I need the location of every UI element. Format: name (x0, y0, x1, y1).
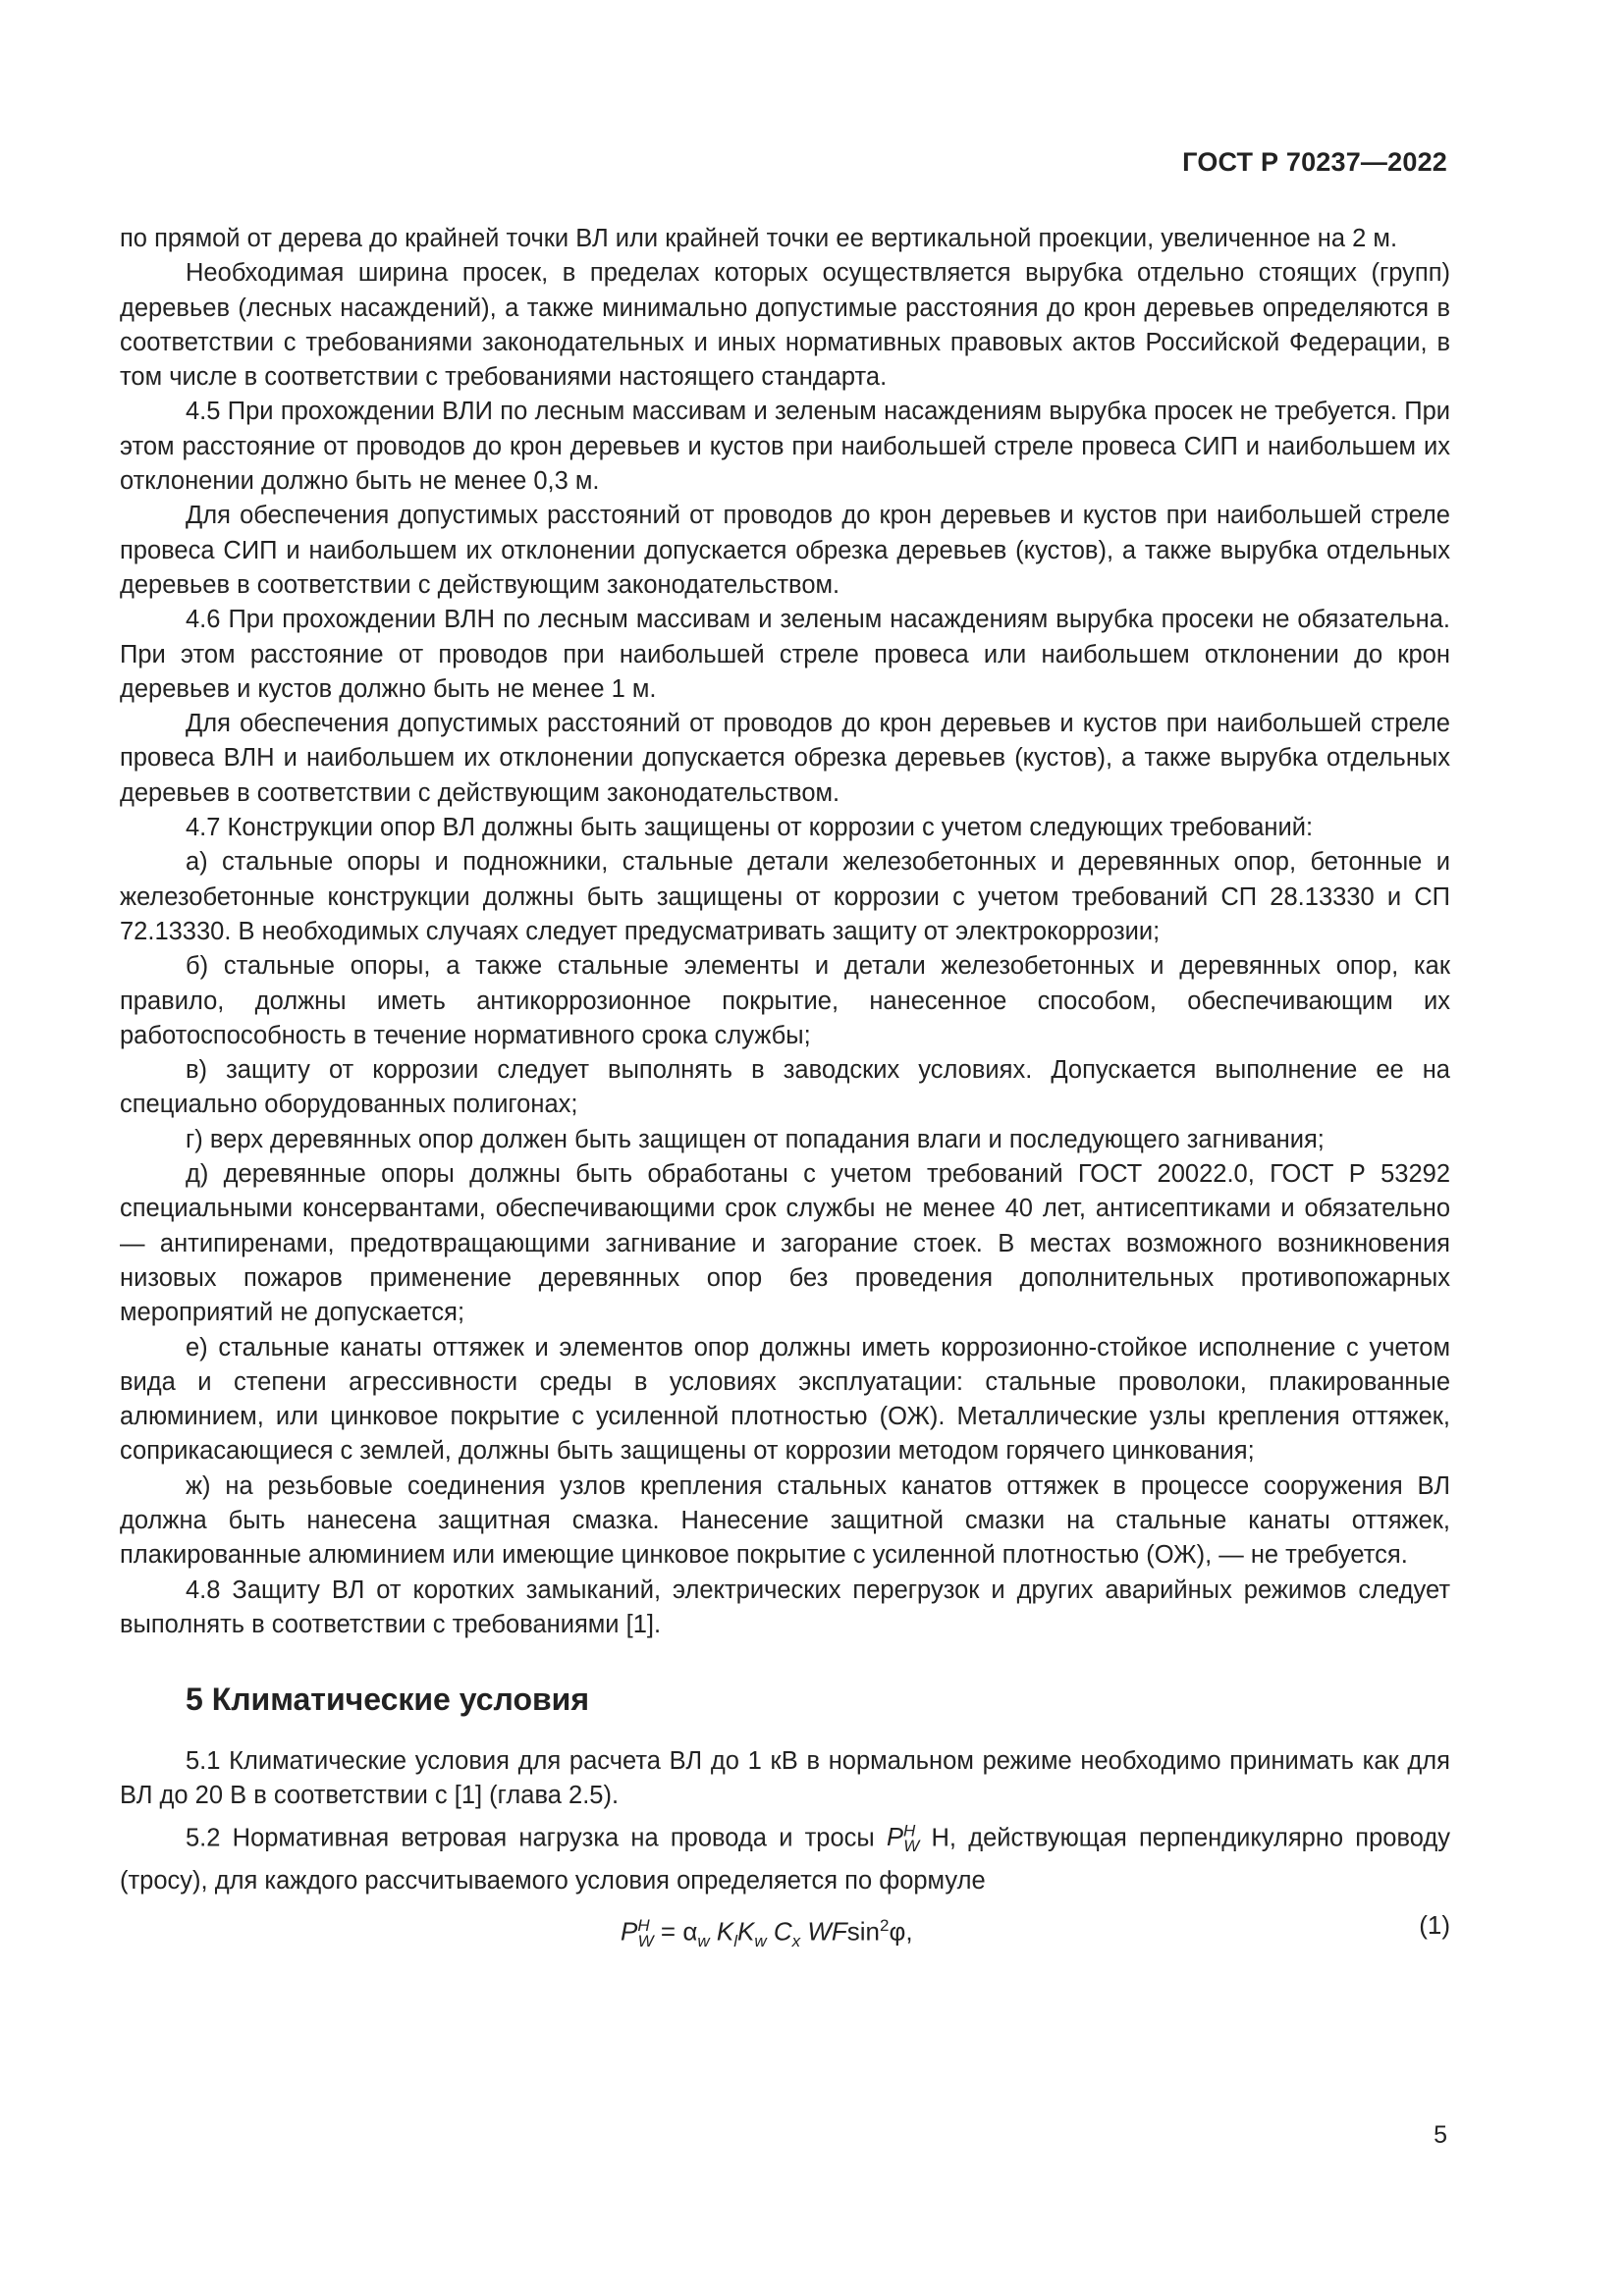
body-text (120, 222, 1450, 1953)
standard-designation: ГОСТ Р 70237—2022 (1182, 147, 1447, 177)
list-item-d: д) деревянные опоры должны быть обработаны с учетом требований ГОСТ 20022.0, ГОСТ Р 53292 специальными консервантами, обеспечивающими срок службы не менее 40 лет, антисептиками и обязательно — антипиренами, предотвращающими загнивание и загорание стоек. В местах возможного возникновения низовых пожаров применение деревянных опор без проведения дополнительных противопожарных мероприятий не допускается; (120, 1160, 1450, 1327)
formula-number: (1) (1419, 1909, 1450, 1940)
clause-5-2 (120, 1814, 1450, 1898)
list-item-zh: ж) на резьбовые соединения узлов крепления стальных канатов оттяжек в процессе сооружения ВЛ должна быть нанесена защитная смазка. Нанесение защитной смазки на стальные канаты оттяжек, плакированные алюминием или имеющие цинковое покрытие с усиленной плотностью (ОЖ), — не требуется. (120, 1471, 1450, 1570)
formula-row (120, 1906, 1450, 1953)
wind-load-symbol: $P^H_W$ (886, 1821, 920, 1856)
list-item-a: а) стальные опоры и подножники, стальные детали железобетонных и деревянных опор, бетонные и железобетонные конструкции должны быть защищены от коррозии с учетом требований СП 28.13330 и СП 72.13330. В необходимых случаях следует предусматривать защиту от электрокоррозии; (120, 848, 1450, 945)
list-item-e: е) стальные канаты оттяжек и элементов опор должны иметь коррозионно-стойкое исполнение с учетом вида и степени агрессивности среды в условиях эксплуатации: стальные проволоки, плакированные алюминием, или цинковое покрытие с усиленной плотностью (ОЖ). Металлические узлы крепления оттяжек, соприкасающиеся с землей, должны быть защищены от коррозии методом горячего цинкования; (120, 1333, 1450, 1466)
clause-4-8: 4.8 Защиту ВЛ от коротких замыканий, электрических перегрузок и других аварийных режимов следует выполнять в соответствии с требованиями [1]. (120, 1575, 1450, 1638)
clause-5-1: 5.1 Климатические условия для расчета ВЛ до 1 кВ в нормальном режиме необходимо принимать как для ВЛ до 20 В в соответствии с [1] (глава 2.5). (120, 1747, 1450, 1810)
list-item-b: б) стальные опоры, а также стальные элементы и детали железобетонных и деревянных опор, как правило, должны иметь антикоррозионное покрытие, нанесенное способом, обеспечивающим их работоспособность в течение нормативного срока службы; (120, 952, 1450, 1049)
clause-4-5: 4.5 При прохождении ВЛИ по лесным массивам и зеленым насаждениям вырубка просек не требуется. При этом расстояние от проводов до крон деревьев и кустов при наибольшей стреле провеса СИП и наибольшем их отклонении должно быть не менее 0,3 м. (120, 398, 1450, 496)
page-number: 5 (1434, 2121, 1447, 2149)
clause-5-2-lead: 5.2 Нормативная ветровая нагрузка на провода и тросы (186, 1824, 887, 1852)
paragraph-clearing-width: Необходимая ширина просек, в пределах которых осуществляется вырубка отдельно стоящих (групп) деревьев (лесных насаждений), а также минимально допустимые расстояния до крон деревьев определяются в соответствии с требованиями законодательных и иных нормативных правовых актов Российской Федерации, в том числе в соответствии с требованиями настоящего стандарта. (120, 259, 1450, 392)
clause-4-5-trimming: Для обеспечения допустимых расстояний от проводов до крон деревьев и кустов при наибольшей стреле провеса СИП и наибольшем их отклонении допускается обрезка деревьев (кустов), а также вырубка отдельных деревьев в соответствии с действующим законодательством. (120, 502, 1450, 599)
section-heading: 5 Климатические условия (186, 1682, 589, 1718)
wind-load-formula: $P^H_W = \alpha_w$ $K_lK_w$ $C_x$ WFsin$^2$φ, (621, 1915, 913, 1950)
list-item-g: г) верх деревянных опор должен быть защищен от попадания влаги и последующего загнивания; (186, 1125, 1325, 1153)
paragraph-continuation: по прямой от дерева до крайней точки ВЛ или крайней точки ее вертикальной проекции, увеличенное на 2 м. (120, 225, 1398, 252)
clause-4-6: 4.6 При прохождении ВЛН по лесным массивам и зеленым насаждениям вырубка просеки не обязательна. При этом расстояние от проводов при наибольшей стреле провеса или наибольшем отклонении до крон деревьев и кустов должно быть не менее 1 м. (120, 606, 1450, 703)
list-item-v: в) защиту от коррозии следует выполнять в заводских условиях. Допускается выполнение ее на специально оборудованных полигонах; (120, 1056, 1450, 1119)
clause-4-6-trimming: Для обеспечения допустимых расстояний от проводов до крон деревьев и кустов при наибольшей стреле провеса ВЛН и наибольшем их отклонении допускается обрезка деревьев (кустов), а также вырубка отдельных деревьев в соответствии с действующим законодательством. (120, 710, 1450, 807)
clause-4-7: 4.7 Конструкции опор ВЛ должны быть защищены от коррозии с учетом следующих требований: (186, 814, 1314, 842)
clause-5-2-tail: Н, действующая перпендикулярно проводу (тросу), для каждого рассчитываемого условия определяется по формуле (120, 1824, 1450, 1895)
